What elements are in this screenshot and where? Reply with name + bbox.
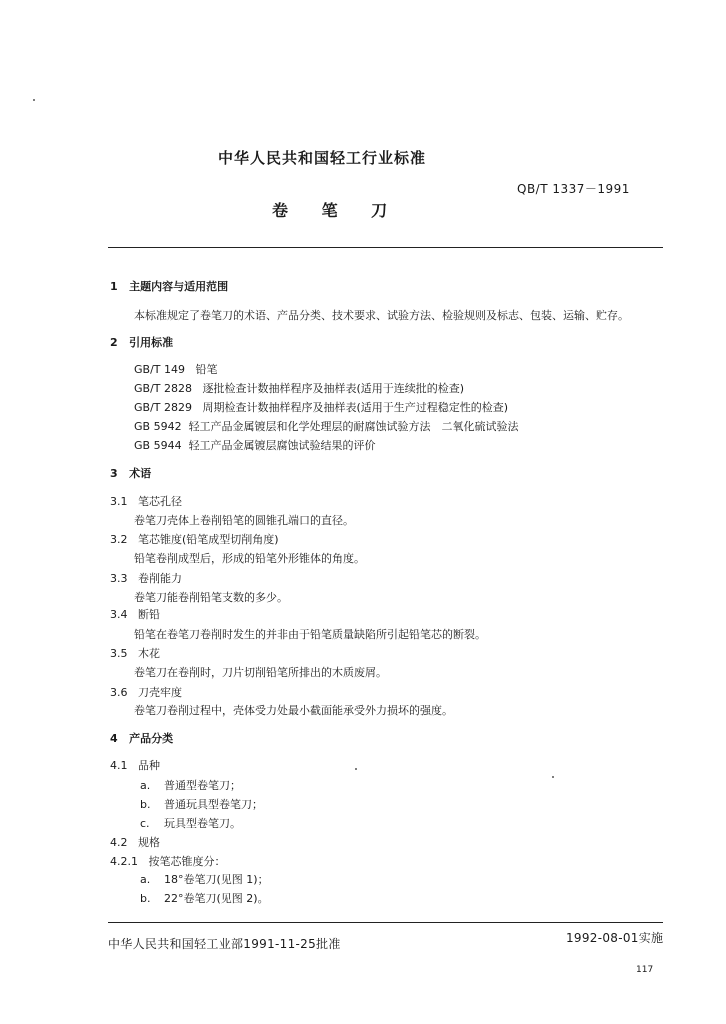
section-3-heading: 3 术语 <box>110 467 152 480</box>
term-definition: 卷笔刀能卷削铅笔支数的多少。 <box>134 591 288 604</box>
reference-item: GB/T 149 铅笔 <box>134 363 218 376</box>
list-item: c. 玩具型卷笔刀。 <box>140 817 241 830</box>
term-heading: 3.4 断铅 <box>110 608 160 621</box>
list-item: b. 22°卷笔刀(见图 2)。 <box>140 892 269 905</box>
approval-line: 中华人民共和国轻工业部1991-11-25批准 <box>108 937 341 951</box>
term-heading: 3.6 刀壳牢度 <box>110 686 182 699</box>
term-definition: 卷笔刀卷削过程中，壳体受力处最小截面能承受外力损坏的强度。 <box>134 704 453 717</box>
page-number: 117 <box>636 965 654 975</box>
scan-speck <box>355 768 357 770</box>
subsection-heading: 4.1 品种 <box>110 759 160 772</box>
standard-number: QB/T 1337－1991 <box>517 182 630 196</box>
term-heading: 3.3 卷削能力 <box>110 572 182 585</box>
scan-speck <box>33 99 35 101</box>
effective-date: 1992-08-01实施 <box>566 931 664 945</box>
section-2-heading: 2 引用标准 <box>110 336 174 349</box>
subsection-heading: 4.2.1 按笔芯锥度分： <box>110 855 226 868</box>
list-item: a. 18°卷笔刀(见图 1)； <box>140 873 269 886</box>
term-definition: 卷笔刀在卷削时，刀片切削铅笔所排出的木质废屑。 <box>134 666 387 679</box>
reference-item: GB/T 2829 周期检查计数抽样程序及抽样表(适用于生产过程稳定性的检查) <box>134 401 509 414</box>
term-heading: 3.5 木花 <box>110 647 160 660</box>
term-definition: 铅笔卷削成型后，形成的铅笔外形锥体的角度。 <box>134 552 365 565</box>
section-1-heading: 1 主题内容与适用范围 <box>110 280 229 293</box>
term-heading: 3.1 笔芯孔径 <box>110 495 182 508</box>
list-item: a. 普通型卷笔刀； <box>140 779 241 792</box>
org-title: 中华人民共和国轻工行业标准 <box>218 149 427 167</box>
section-1-body: 本标准规定了卷笔刀的术语、产品分类、技术要求、试验方法、检验规则及标志、包装、运输、贮存。 <box>134 309 629 322</box>
section-4-heading: 4 产品分类 <box>110 732 174 745</box>
header-rule <box>108 247 663 248</box>
reference-item: GB/T 2828 逐批检查计数抽样程序及抽样表(适用于连续批的检查) <box>134 382 465 395</box>
document-title: 卷 笔 刀 <box>272 201 402 220</box>
subsection-heading: 4.2 规格 <box>110 836 160 849</box>
list-item: b. 普通玩具型卷笔刀； <box>140 798 263 811</box>
term-definition: 铅笔在卷笔刀卷削时发生的并非由于铅笔质量缺陷所引起铅笔芯的断裂。 <box>134 628 486 641</box>
reference-item: GB 5944 轻工产品金属镀层腐蚀试验结果的评价 <box>134 439 376 452</box>
term-definition: 卷笔刀壳体上卷削铅笔的圆锥孔端口的直径。 <box>134 514 354 527</box>
scan-speck <box>552 776 554 778</box>
term-heading: 3.2 笔芯锥度(铅笔成型切削角度) <box>110 533 279 546</box>
reference-item: GB 5942 轻工产品金属镀层和化学处理层的耐腐蚀试验方法 二氧化硫试验法 <box>134 420 519 433</box>
footer-rule <box>108 922 663 923</box>
